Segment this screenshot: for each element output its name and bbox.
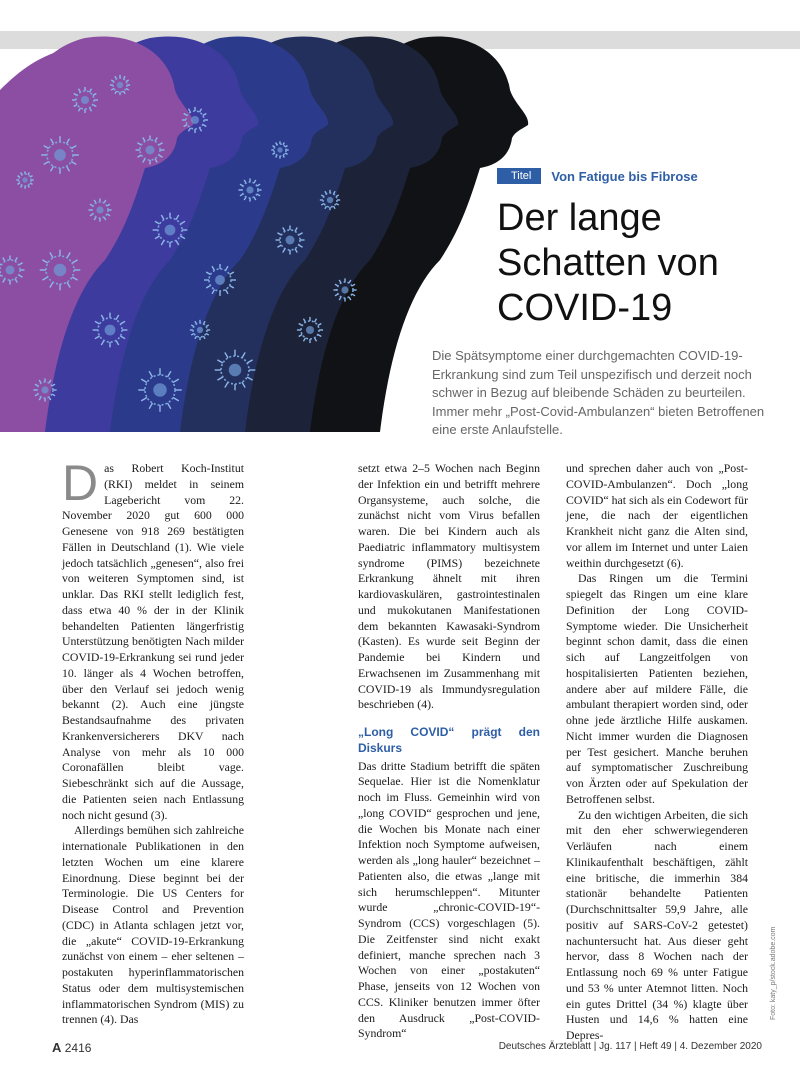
- kicker: [497, 168, 698, 184]
- page-prefix: A: [52, 1040, 62, 1055]
- kicker-title: Von Fatigue bis Fibrose: [551, 168, 698, 184]
- paragraph-text: as Robert Koch-Institut (RKI) meldet in seinem Lagebericht vom 22. November 2020 gut 600 000 Genesene von 918 269 bestätigten Fällen in Deutschland (1). Wie viele jedoch tatsächlich „genesen“, also frei von weiteren Symptomen sind, ist unklar. Das RKI stellt lediglich fest, dass etwa 40 % der in der Klinik behandelten Patienten längerfristig Unterstützung benötigten Nach milder COVID-19-Erkrankung sei rund jeder 10. länger als 4 Wochen betroffen, über den Verlauf sei jedoch wenig bekannt (2). Auch eine jüngste Bestandsaufnahme des privaten Krankenversicherers DKV nach Analyse von mehr als 10 000 Coronafällen bleibt vage. Siebeschränkt sich auf die Aussage, die Patienten seien nach Entlassung noch nicht gesund (3).: [62, 461, 244, 822]
- headline-line-1: Der lange: [497, 197, 662, 239]
- article-column-1: [62, 455, 244, 1028]
- headline-line-3: COVID-19: [497, 287, 673, 329]
- headline-line-2: Schatten von: [497, 242, 719, 284]
- paragraph: und sprechen daher auch von „Post-COVID-Ambulanzen“. Doch „long COVID“ hat sich als ein Codewort für jene, die nach der eigentlichen Krankheit nicht ganz die Alten sind, vor allem im Internet und unter Laien weithin durchgesetzt (6).: [566, 461, 748, 570]
- drop-cap: D: [62, 455, 99, 511]
- headline: [497, 196, 787, 331]
- paragraph: Zu den wichtigen Arbeiten, die sich mit den eher schwerwiegenderen Verläufen nach einem Klinikaufenthalt beschäftigen, zählt eine britische, die immerhin 384 stationär behandelte Patienten (Durchschnittsalter 59,9 Jahre, alle positiv auf SARS-CoV-2 getestet) nachuntersucht hat. Aus dieser geht hervor, dass 8 Wochen nach der Entlassung noch 69 % unter Fatigue und 53 % unter Atemnot litten. Noch ein gutes Drittel (34 %) klagte über Husten und 14,6 % hatten eine Depres-: [566, 807, 748, 1042]
- page-number: [52, 1040, 91, 1055]
- paragraph: [62, 455, 244, 823]
- photo-credit: Foto: katy_p/stock.adobe.com: [770, 926, 777, 1020]
- paragraph: Das Ringen um die Termini spiegelt das Ringen um eine klare Definition der Long COVID-Symptome wieder. Die Unsicherheit beginnt schon damit, dass die einen sich auf Langzeitfolgen von hospitalisierten Patienten beziehen, andere aber auf mildere Fälle, die ambulant therapiert worden sind, oder ohne jede ärztliche Hilfe auskamen. Nicht immer wurden die Diagnosen per Test gesichert. Manche beruhen auf symptomatischer Zuschreibung von Ärzten oder auf Spekulation der Betroffenen selbst.: [566, 571, 748, 806]
- page-number-value: 2416: [64, 1041, 92, 1055]
- paragraph: Das dritte Stadium betrifft die späten Sequelae. Hier ist die Nomenklatur noch im Fluss. Gemeinhin wird von „long COVID“ gesprochen und jene, die Wochen bis Monate nach einer Infektion noch Symptome aufweisen, werden als „long hauler“ bezeichnet – Patienten also, die etwas „lange mit sich herumschleppen“. Mitunter wurde „chronic-COVID-19“-Syndrom (CCS) vorgeschlagen (5). Die Zeitfenster sind nicht exakt definiert, manche sprechen nach 3 Wochen von einer „postakuten“ Phase, jenseits von 12 Wochen von CCS. Kliniker benutzen immer öfter den Ausdruck „Post-COVID-Syndrom“: [358, 758, 540, 1041]
- article-column-2: [358, 461, 540, 1042]
- paragraph: Allerdings bemühen sich zahlreiche internationale Publikationen in den letzten Wochen um eine klarere Einordnung. Diese beginnt bei der Terminologie. Die US Centers for Disease Control and Prevention (CDC) in Atlanta schlagen jetzt vor, die „akute“ COVID-19-Erkrankung zunächst von einem – eher seltenen – postakuten hyperinflammatorischen Status oder dem multisystemischen inflammatorischen Syndrom (MIS) zu trennen (4). Das: [62, 823, 244, 1027]
- rubric-badge: Titel: [497, 168, 541, 184]
- article-column-3: [566, 461, 748, 1044]
- lead-paragraph: Die Spätsymptome einer durchgemachten COVID-19-Erkrankung sind zum Teil unspezifisch und derzeit noch schwer in Bezug auf bleibende Schäden zu beurteilen. Immer mehr „Post-Covid-Ambulanzen“ bieten Betroffenen eine erste Anlaufstelle.: [432, 348, 765, 438]
- journal-citation: Deutsches Ärzteblatt | Jg. 117 | Heft 49 | 4. Dezember 2020: [498, 1041, 762, 1052]
- paragraph: setzt etwa 2–5 Wochen nach Beginn der Infektion ein und betrifft mehrere Organsysteme, auch solche, die zunächst nicht vom Virus befallen waren. Die bei Kindern auch als Paediatric inflammatory multisystem syndrome (PIMS) bezeichnete Erkrankung ähnelt mit ihren kardiovaskulären, gastrointestinalen und mukokutanen Manifestationen dem bekannten Kawasaki-Syndrom (Kasten). Es wurde seit Beginn der Pandemie bei Kindern und Erwachsenen im Zusammenhang mit COVID-19 als Immundysregulation beschrieben (4).: [358, 461, 540, 712]
- section-subhead: „Long COVID“ prägt den Diskurs: [358, 725, 540, 755]
